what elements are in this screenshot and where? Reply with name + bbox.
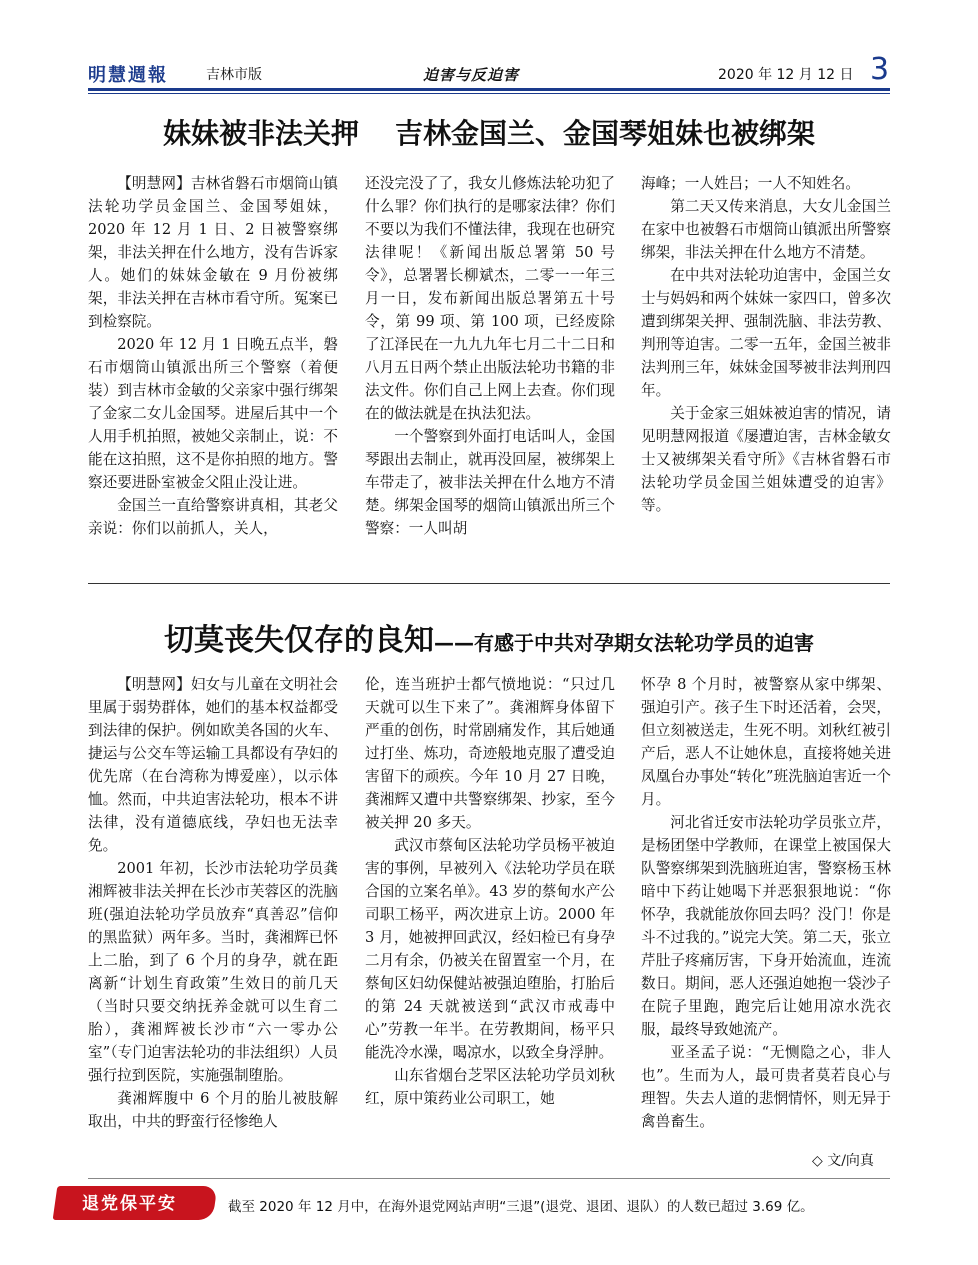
article1-title-part1: 妹妹被非法关押 [162,117,359,150]
paragraph: 龚湘辉腹中 6 个月的胎儿被肢解取出，中共的野蛮行径惨绝人 [88,1090,338,1130]
paragraph: 海峰；一人姓吕；一人不知姓名。 [641,175,860,192]
paragraph: 金国兰一直给警察讲真相，其老父亲说：你们以前抓人，关人， [88,497,338,537]
issue-date: 2020 年 12 月 12 日 [718,67,854,83]
article1-title-part2: 吉林金国兰、金国琴姐妹也被绑架 [395,117,816,150]
page-header [88,52,890,88]
article-divider [88,583,890,584]
paragraph: 山东省烟台芝罘区法轮功学员刘秋红，原中策药业公司职工，她 [365,1067,615,1107]
footer-rule [88,1178,890,1179]
footer-banner-label: 退党保平安 [82,1194,177,1214]
article1-column-3 [641,172,891,517]
article2-column-1 [88,673,338,1133]
paragraph: 【明慧网】妇女与儿童在文明社会里属于弱势群体，她们的基本权益都受到法律的保护。例如欧美各国的火车、捷运与公交车等运输工具都设有孕妇的优先席（在台湾称为博爱座），以示体恤。然而，中共迫害法轮功，根本不讲法律，没有道德底线，孕妇也无法幸免。 [88,676,338,854]
paragraph: 河北省迁安市法轮功学员张立芹，是杨团堡中学教师，在课堂上被国保大队警察绑架到洗脑班迫害，警察杨玉林暗中下药让她喝下并恶狠狠地说：“你怀孕，我就能放你回去吗？没门！你是斗不过我的。”说完大笑。第二天，张立芹肚子疼痛厉害，下身开始流血，连流数日。期间，恶人还强迫她抱一袋沙子在院子里跑，跑完后让她用凉水洗衣服，最终导致她流产。 [641,814,891,1038]
paragraph: 一个警察到外面打电话叫人，金国琴跟出去制止，就再没回屋，被绑架上车带走了，被非法关押在什么地方不清楚。绑架金国琴的烟筒山镇派出所三个警察：一人叫胡 [365,428,615,537]
article1-column-2 [365,172,615,540]
paragraph: 在中共对法轮功迫害中，金国兰女士与妈妈和两个妹妹一家四口，曾多次遭到绑架关押、强制洗脑、非法劳教、判刑等迫害。二零一五年，金国兰被非法判刑三年，妹妹金国琴被非法判刑四年。 [641,267,891,399]
article2-title-main: 切莫丧失仅存的良知 [164,623,434,658]
newspaper-logo: 明慧週報 [88,65,168,86]
paragraph: 【明慧网】吉林省磐石市烟筒山镇法轮功学员金国兰、金国琴姐妹，2020 年 12 月 1 日、2 日被警察绑架，非法关押在什么地方，没有告诉家人。她们的妹妹金敏在 9 月份被绑架，非法关押在吉林市看守所。冤案已到检察院。 [88,175,338,330]
header-rule [88,88,890,91]
edition-label: 吉林市版 [206,67,262,83]
article2-title-sub: ——有感于中共对孕期女法轮功学员的迫害 [434,631,814,655]
paragraph: 还没完没了了，我女儿修炼法轮功犯了什么罪？你们执行的是哪家法律？你们不要以为我们不懂法律，我现在也研究法律呢！《新闻出版总署第 50 号令》，总署署长柳斌杰，二零一一年三月一日，发布新闻出版总署第五十号令，第 99 项、第 100 项，已经废除了江泽民在一九九九年七月二十二日和八月五日两个禁止出版法轮功书籍的非法文件。你们自己上网上去查。你们现在的做法就是在执法犯法。 [365,175,615,422]
footer-notice: 截至 2020 年 12 月中，在海外退党网站声明“三退”(退党、退团、退队）的人数已超过 3.69 亿。 [228,1199,814,1215]
paragraph: 武汉市蔡甸区法轮功学员杨平被迫害的事例，早被列入《法轮功学员在联合国的立案名单》。43 岁的蔡甸水产公司职工杨平，两次进京上访。2000 年 3 月，她被押回武汉，经妇检已有身孕二月有余，仍被关在留置室一个月，在蔡甸区妇幼保健站被强迫堕胎，打胎后的第 24 天就被送到“武汉市戒毒中心”劳教一年半。在劳教期间，杨平只能洗冷水澡，喝凉水，以致全身浮肿。 [365,837,615,1061]
article2-column-2 [365,673,615,1110]
paragraph: 2001 年初，长沙市法轮功学员龚湘辉被非法关押在长沙市芙蓉区的洗脑班(强迫法轮功学员放弃“真善忍”信仰的黑监狱）两年多。当时，龚湘辉已怀上二胎，到了 6 个月的身孕，就在距离新“计划生育政策”生效日的前几天（当时只要交纳抚养金就可以生育二胎），龚湘辉被长沙市“六一零办公室”（专门迫害法轮功的非法组织）人员强行拉到医院，实施强制堕胎。 [88,860,338,1084]
article2-headline [88,615,890,659]
paragraph: 伦，连当班护士都气愤地说：“只过几天就可以生下来了”。龚湘辉身体留下严重的创伤，时常剧痛发作，其后她通过打坐、炼功，奇迹般地克服了遭受迫害留下的顽疾。今年 10 月 27 日晚，龚湘辉又遭中共警察绑架、抄家，至今被关押 20 多天。 [365,676,615,831]
paragraph: 怀孕 8 个月时，被警察从家中绑架、强迫引产。孩子生下时还活着，会哭，但立刻被送走，生死不明。刘秋红被引产后，恶人不让她休息，直接将她关进凤凰台办事处“转化”班洗脑迫害近一个月。 [641,676,891,808]
paragraph: 关于金家三姐妹被迫害的情况，请见明慧网报道《屡遭迫害，吉林金敏女士又被绑架关看守所》《吉林省磐石市法轮功学员金国兰姐妹遭受的迫害》等。 [641,405,891,514]
section-title: 迫害与反迫害 [423,66,520,84]
paragraph: 第二天又传来消息，大女儿金国兰在家中也被磐石市烟筒山镇派出所警察绑架，非法关押在什么地方不清楚。 [641,198,891,261]
paragraph: 亚圣孟子说：“无恻隐之心，非人也”。生而为人，最可贵者莫若良心与理智。失去人道的悲惘情怀，则无异于禽兽畜生。 [641,1044,891,1130]
paragraph: 2020 年 12 月 1 日晚五点半，磐石市烟筒山镇派出所三个警察（着便装）到吉林市金敏的父亲家中强行绑架了金家二女儿金国琴。进屋后其中一个人用手机拍照，被她父亲制止，说：不能在这拍照，这不是你拍照的地方。警察还要进卧室被金父阻止没让进。 [88,336,338,491]
article2-byline: ◇ 文/向真 [812,1153,874,1169]
page-number: 3 [870,52,890,87]
article1-headline [88,112,890,152]
article2-column-3 [641,673,891,1133]
article1-column-1 [88,172,338,540]
header-rule-thin [88,93,890,94]
